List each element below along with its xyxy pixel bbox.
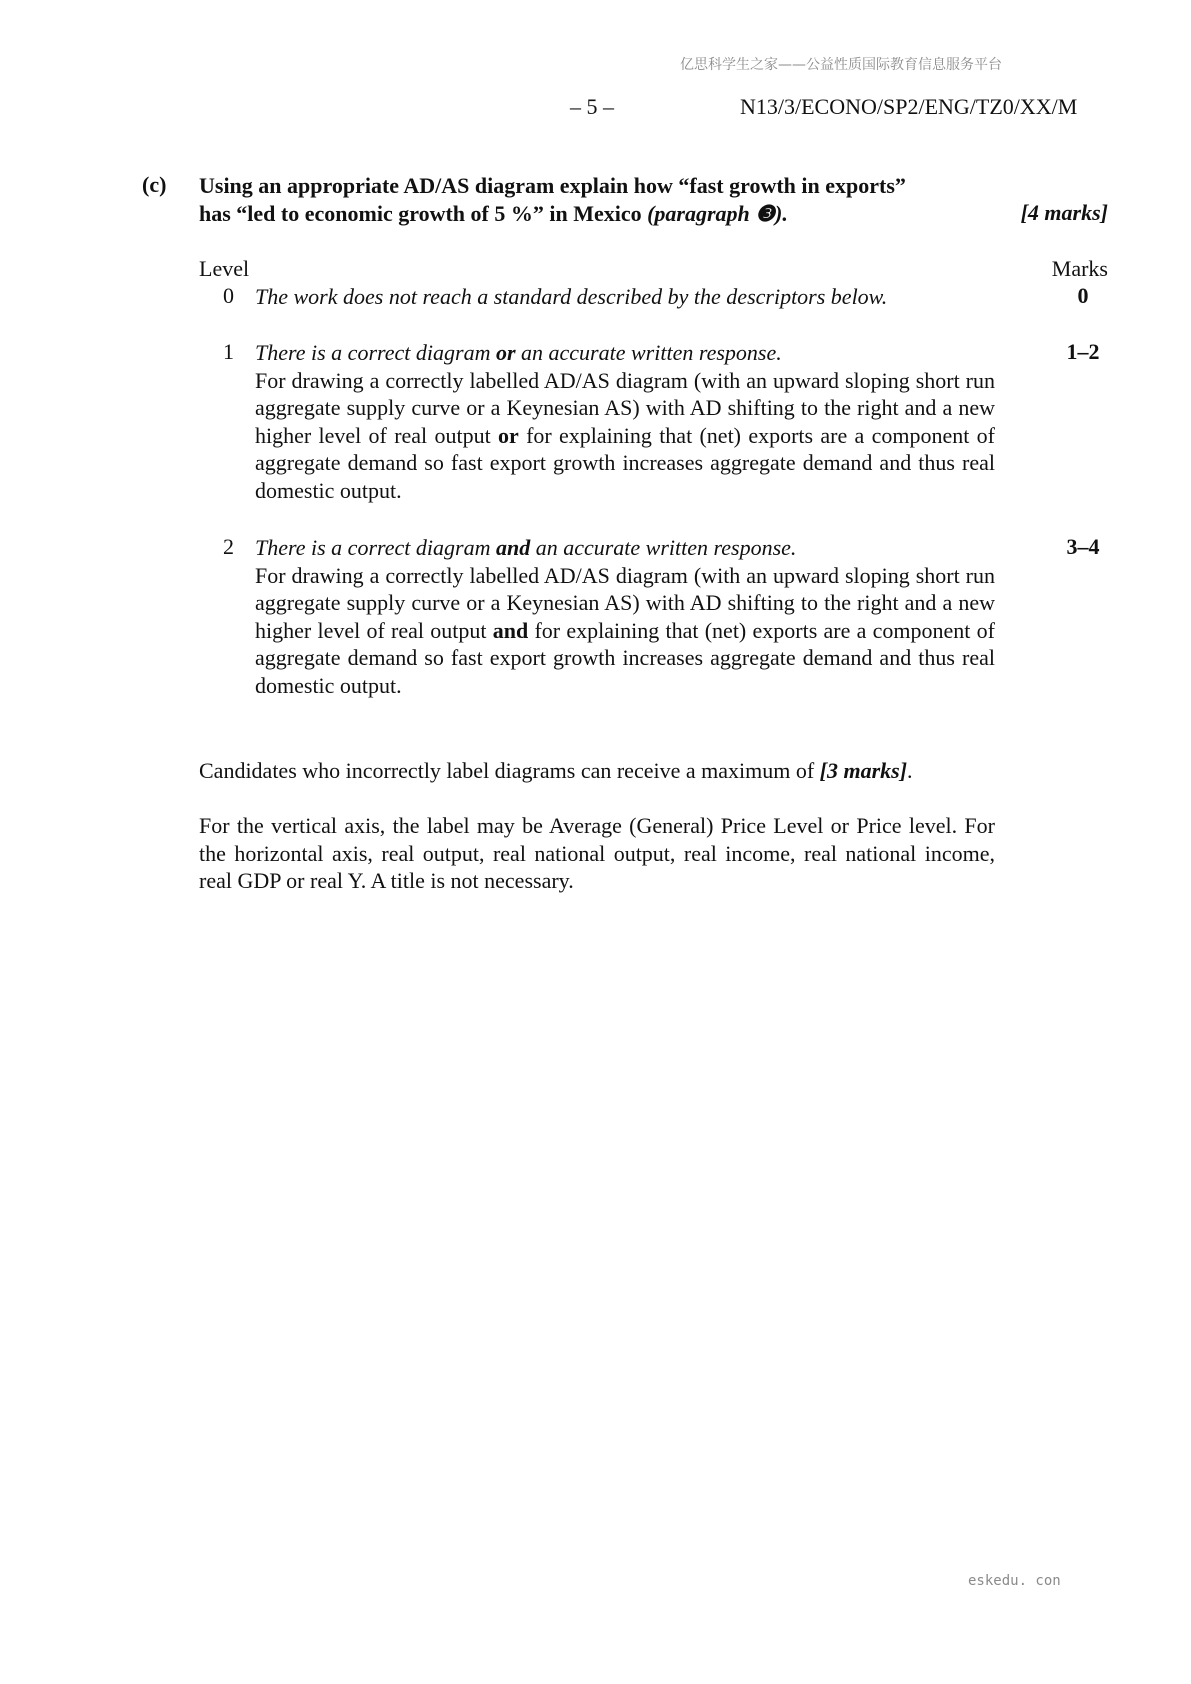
level-1-detail-b: for explaining that (net) exports are a component of aggregate demand so fast export growth increases aggregate demand and thus real domestic output. (255, 422, 995, 503)
question-text (199, 172, 999, 228)
note-1-text: Candidates who incorrectly label diagrams can receive a maximum of (199, 758, 820, 783)
page-number: – 5 – (570, 94, 614, 119)
level-1-number: 1 (223, 339, 234, 364)
level-1-descriptor-a: There is a correct diagram (255, 340, 496, 365)
level-2-detail-a: For drawing a correctly labelled AD/AS diagram (with an upward sloping short run aggregate supply curve or a Keynesian AS) with AD shifting to the right and a new higher level of real output (255, 562, 995, 643)
note-incorrect-labels (199, 757, 995, 785)
question-line-2-main: has “led to economic growth of 5 %” in Mexico (199, 201, 648, 226)
watermark-top: 亿思科学生之家——公益性质国际教育信息服务平台 (680, 57, 1002, 73)
question-label: (c) (142, 172, 167, 197)
level-1-descriptor-conjunction: or (495, 340, 516, 365)
note-1-end: . (907, 758, 913, 783)
level-2-detail-b: for explaining that (net) exports are a component of aggregate demand so fast export growth increases aggregate demand and thus real domestic output. (255, 617, 995, 698)
note-1-marks: [3 marks] (819, 758, 908, 783)
level-1-descriptor-b: an accurate written response. (515, 340, 782, 365)
level-1-descriptor-line (255, 339, 995, 367)
question-marks: [4 marks] (1020, 200, 1108, 225)
document-code: N13/3/ECONO/SP2/ENG/TZ0/XX/M (740, 94, 1078, 119)
level-2-descriptor-a: There is a correct diagram (255, 535, 496, 560)
note-axis-labels: For the vertical axis, the label may be Average (General) Price Level or Price level. For the horizontal axis, real output, real national output, real income, real national income, real GDP or real Y. A title is not necessary. (199, 813, 995, 893)
level-2-descriptor-line (255, 534, 995, 562)
level-1-descriptor (255, 339, 995, 504)
question-line-2 (199, 200, 999, 228)
level-2-marks: 3–4 (1066, 534, 1100, 559)
level-0-number: 0 (223, 283, 234, 308)
marks-column-header: Marks (1051, 256, 1108, 281)
level-2-detail-conjunction: and (492, 617, 529, 643)
question-line-1: Using an appropriate AD/AS diagram explain how “fast growth in exports” (199, 173, 906, 198)
level-1-detail-a: For drawing a correctly labelled AD/AS diagram (with an upward sloping short run aggregate supply curve or a Keynesian AS) with AD shifting to the right and a new higher level of real output (255, 367, 995, 448)
watermark-bottom: eskedu. con (968, 1573, 1061, 1589)
level-0-descriptor-text: The work does not reach a standard described by the descriptors below. (255, 284, 888, 309)
level-2-descriptor (255, 534, 995, 699)
level-2-descriptor-b: an accurate written response. (530, 535, 797, 560)
level-1-marks: 1–2 (1066, 339, 1100, 364)
level-2-number: 2 (223, 534, 234, 559)
level-1-detail (255, 367, 995, 505)
level-0-descriptor (255, 283, 1015, 311)
level-2-descriptor-conjunction: and (495, 535, 531, 560)
paragraph-reference: (paragraph ❸). (647, 201, 788, 226)
level-column-header: Level (199, 256, 250, 281)
level-1-detail-conjunction: or (498, 422, 519, 448)
level-0-marks: 0 (1077, 283, 1089, 308)
level-2-detail (255, 562, 995, 700)
